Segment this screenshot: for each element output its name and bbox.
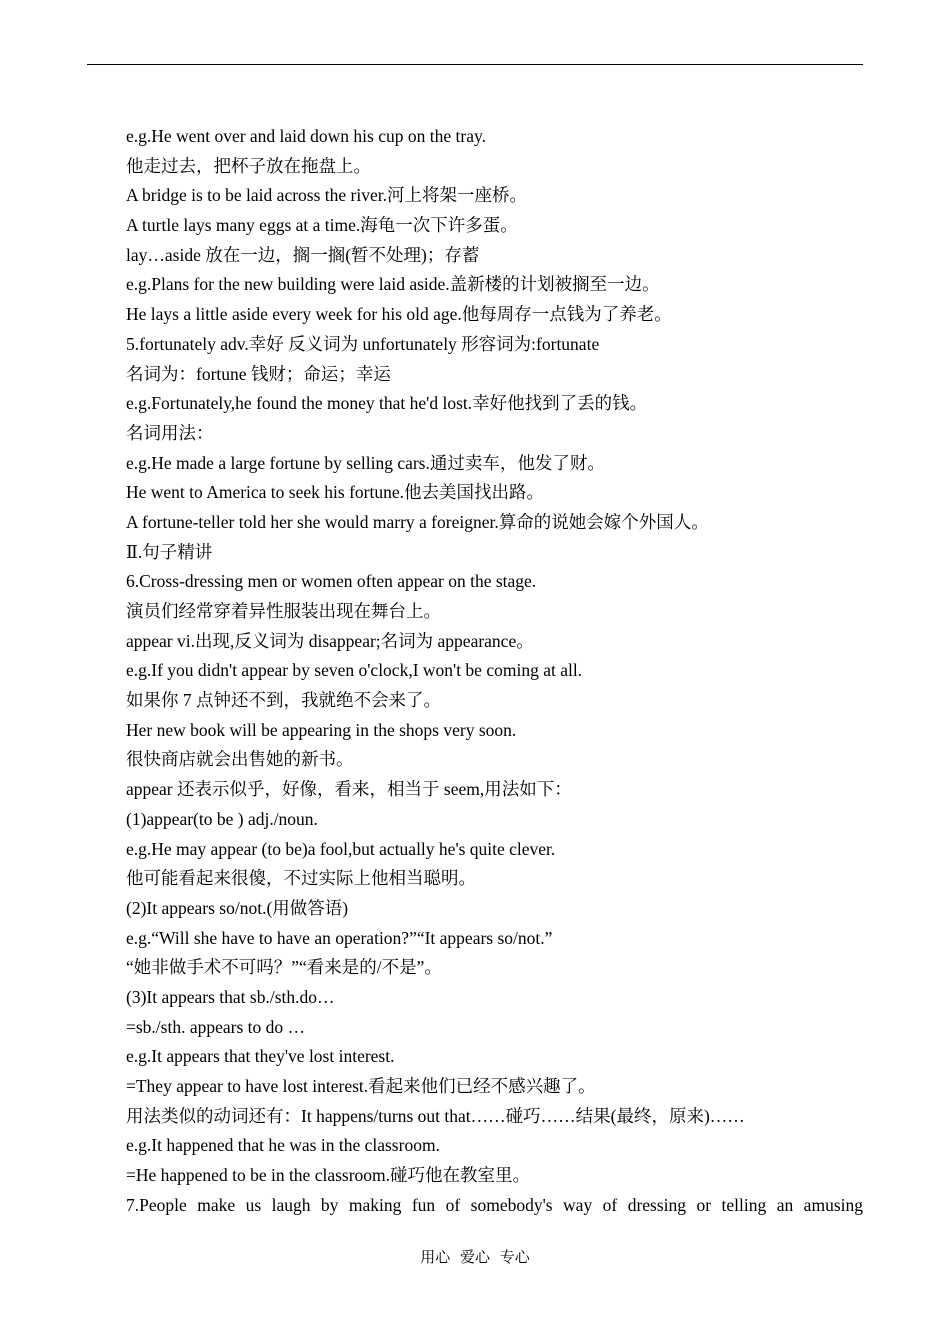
text-line: “她非做手术不可吗？”“看来是的/不是”。 bbox=[126, 957, 442, 978]
text-line: 7.People make us laugh by making fun of somebody's way of dressing or telling an amusing bbox=[126, 1194, 863, 1215]
footer-word: 专心 bbox=[499, 1250, 530, 1266]
text-line: (1)appear(to be ) adj./noun. bbox=[126, 808, 318, 829]
text-line: e.g.It appears that they've lost interest. bbox=[126, 1046, 395, 1067]
text-line: e.g.Plans for the new building were laid aside.盖新楼的计划被搁至一边。 bbox=[126, 274, 660, 295]
text-line: He went to America to seek his fortune.他去美国找出路。 bbox=[126, 482, 544, 503]
text-line: 演员们经常穿着异性服装出现在舞台上。 bbox=[126, 601, 441, 621]
text-line: e.g.Fortunately,he found the money that he'd lost.幸好他找到了丢的钱。 bbox=[126, 393, 648, 414]
footer-word: 爱心 bbox=[459, 1250, 490, 1266]
text-line: appear vi.出现,反义词为 disappear;名词为 appearance。 bbox=[126, 630, 534, 651]
text-line: lay…aside 放在一边，搁一搁(暂不处理)；存蓄 bbox=[126, 244, 480, 265]
text-line: 很快商店就会出售她的新书。 bbox=[126, 749, 354, 770]
text-line: A fortune-teller told her she would marry a foreigner.算命的说她会嫁个外国人。 bbox=[126, 511, 709, 532]
text-line: 如果你 7 点钟还不到，我就绝不会来了。 bbox=[126, 690, 441, 711]
text-line: e.g.He went over and laid down his cup on the tray. bbox=[126, 126, 486, 146]
text-line: He lays a little aside every week for his old age.他每周存一点钱为了养老。 bbox=[126, 304, 672, 325]
text-line: 名词用法： bbox=[126, 422, 214, 443]
text-line: 名词为：fortune 钱财；命运；幸运 bbox=[126, 363, 391, 384]
text-line: e.g.If you didn't appear by seven o'clock,I won't be coming at all. bbox=[126, 660, 583, 681]
text-line: (3)It appears that sb./sth.do… bbox=[126, 986, 335, 1007]
section-heading: Ⅱ.句子精讲 bbox=[126, 541, 213, 562]
text-line: (2)It appears so/not.(用做答语) bbox=[126, 897, 349, 918]
text-line: =sb./sth. appears to do … bbox=[126, 1016, 306, 1037]
text-line: 6.Cross-dressing men or women often appear on the stage. bbox=[126, 571, 537, 592]
text-line: A bridge is to be laid across the river.河上将架一座桥。 bbox=[126, 185, 527, 206]
text-line: 他走过去，把杯子放在拖盘上。 bbox=[126, 155, 371, 176]
page-footer bbox=[0, 1246, 950, 1267]
header-rule bbox=[87, 64, 863, 65]
text-line: 他可能看起来很傻，不过实际上他相当聪明。 bbox=[126, 868, 476, 889]
text-line: appear 还表示似乎，好像，看来，相当于 seem,用法如下： bbox=[126, 779, 572, 800]
footer-word: 用心 bbox=[420, 1250, 451, 1266]
text-line: 5.fortunately adv.幸好 反义词为 unfortunately 形容词为:fortunate bbox=[126, 333, 600, 354]
text-line: e.g.He may appear (to be)a fool,but actually he's quite clever. bbox=[126, 838, 556, 859]
text-line: e.g.He made a large fortune by selling cars.通过卖车，他发了财。 bbox=[126, 452, 605, 473]
text-line: e.g.“Will she have to have an operation?”“It appears so/not.” bbox=[126, 927, 553, 948]
text-line: A turtle lays many eggs at a time.海龟一次下许多蛋。 bbox=[126, 215, 518, 236]
text-line: Her new book will be appearing in the shops very soon. bbox=[126, 719, 517, 740]
document-body bbox=[126, 122, 863, 1220]
text-line: 用法类似的动词还有：It happens/turns out that……碰巧……结果(最终，原来)…… bbox=[126, 1105, 745, 1126]
text-line: =They appear to have lost interest.看起来他们已经不感兴趣了。 bbox=[126, 1076, 596, 1096]
text-line: e.g.It happened that he was in the classroom. bbox=[126, 1135, 440, 1156]
text-line: =He happened to be in the classroom.碰巧他在教室里。 bbox=[126, 1165, 531, 1186]
